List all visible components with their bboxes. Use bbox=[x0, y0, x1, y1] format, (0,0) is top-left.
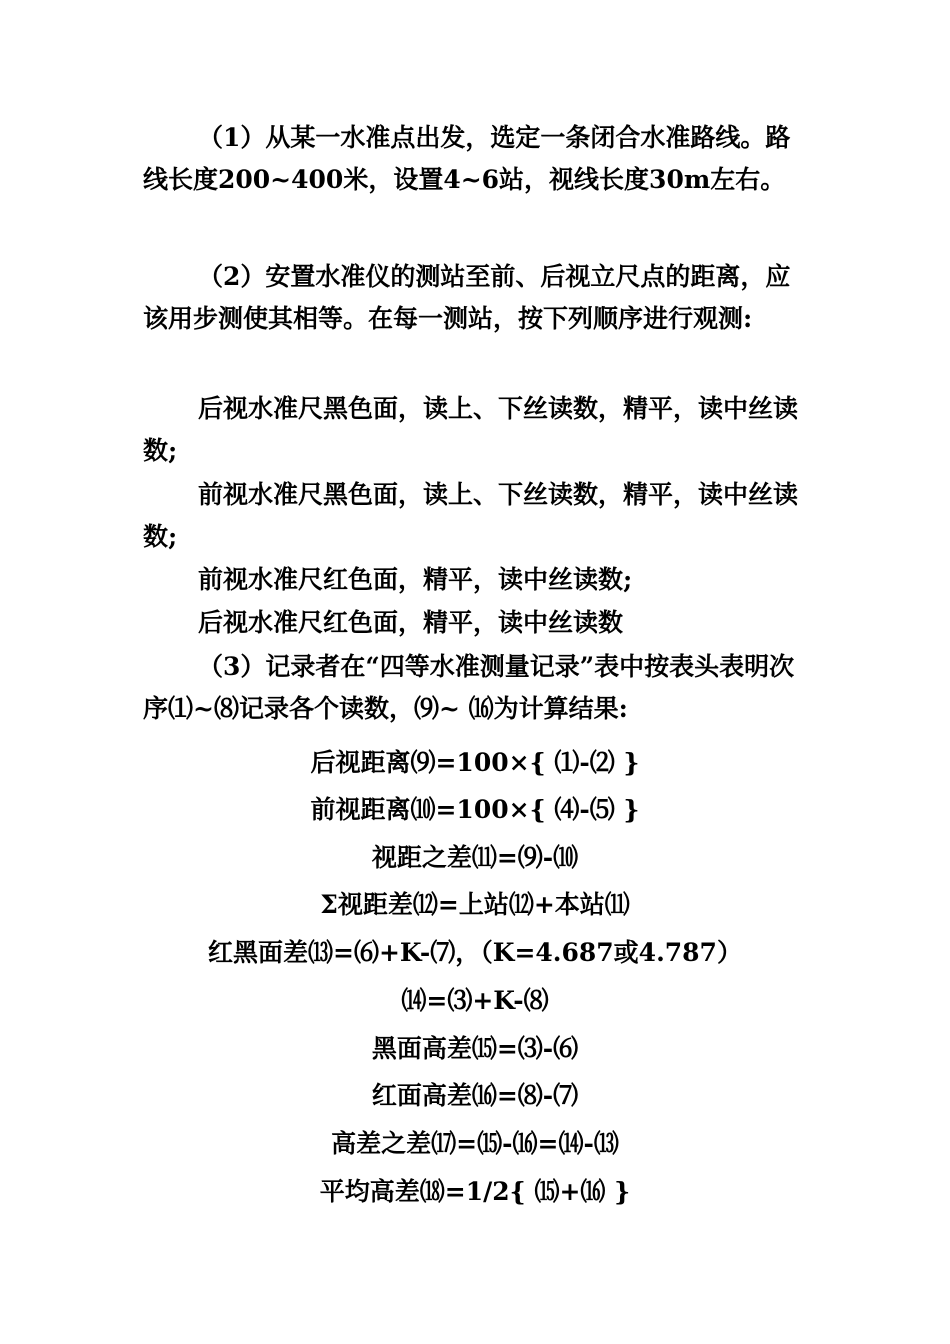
formula-height-difference-check: 高差之差⒄=⒂-⒃=⒁-⒀ bbox=[331, 1129, 619, 1158]
formula-back-distance: 后视距离⑼=100×{ ⑴-⑵ } bbox=[310, 748, 640, 777]
formula-front-distance: 前视距离⑽=100×{ ⑷-⑸ } bbox=[310, 795, 640, 824]
formula-mean-height-difference: 平均高差⒅=1/2{ ⒂+⒃ } bbox=[319, 1177, 631, 1206]
paragraph-route-selection: （1）从某一水准点出发，选定一条闭合水准路线。路线长度200~400米，设置4~6站，视线长度30m左右。 bbox=[143, 123, 791, 194]
paragraph-instrument-setup: （2）安置水准仪的测站至前、后视立尺点的距离，应该用步测使其相等。在每一测站，按下列顺序进行观测: bbox=[143, 262, 791, 333]
step-front-red: 前视水准尺红色面，精平，读中丝读数; bbox=[198, 565, 633, 594]
formula-14: ⒁=⑶+K-⑻ bbox=[401, 986, 549, 1015]
formula-red-black-difference: 红黑面差⒀=⑹+K-⑺，（K=4.687或4.787） bbox=[208, 938, 742, 967]
formula-red-height-difference: 红面高差⒃=⑻-⑺ bbox=[371, 1081, 579, 1110]
formula-distance-difference: 视距之差⑾=⑼-⑽ bbox=[371, 843, 579, 872]
paragraph-recording: （3）记录者在“四等水准测量记录”表中按表头表明次序⑴~⑻记录各个读数，⑼~ ⒃为计算结果: bbox=[143, 652, 795, 723]
step-back-black: 后视水准尺黑色面，读上、下丝读数，精平，读中丝读数; bbox=[143, 394, 799, 465]
step-back-red: 后视水准尺红色面，精平，读中丝读数 bbox=[198, 608, 624, 637]
formula-cumulative-difference: Σ视距差⑿=上站⑿+本站⑾ bbox=[320, 890, 630, 919]
step-front-black: 前视水准尺黑色面，读上、下丝读数，精平，读中丝读数; bbox=[143, 480, 799, 551]
formula-black-height-difference: 黑面高差⒂=⑶-⑹ bbox=[371, 1034, 579, 1063]
